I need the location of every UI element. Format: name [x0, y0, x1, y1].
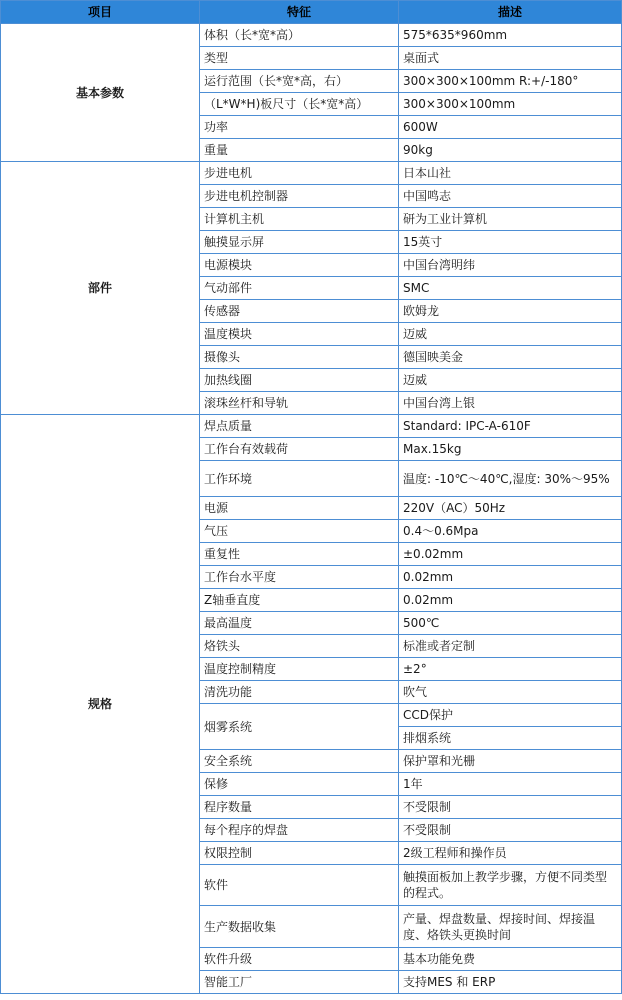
category-components: 部件 [1, 162, 200, 415]
table-row [1, 162, 622, 185]
feature-cell: 电源 [200, 497, 399, 520]
feature-cell: 生产数据收集 [200, 906, 399, 948]
feature-cell: 安全系统 [200, 750, 399, 773]
desc-cell: 日本山社 [399, 162, 622, 185]
desc-cell: CCD保护 [399, 704, 622, 727]
feature-cell: 保修 [200, 773, 399, 796]
feature-cell: 重复性 [200, 543, 399, 566]
feature-cell: 功率 [200, 116, 399, 139]
desc-cell: 中国台湾上银 [399, 392, 622, 415]
desc-cell: 基本功能免费 [399, 948, 622, 971]
table-row [1, 415, 622, 438]
feature-cell: 每个程序的焊盘 [200, 819, 399, 842]
feature-cell: 电源模块 [200, 254, 399, 277]
feature-cell: 重量 [200, 139, 399, 162]
desc-cell: ±0.02mm [399, 543, 622, 566]
desc-cell: 温度: -10℃～40℃,湿度: 30%～95% [399, 461, 622, 497]
desc-cell: 220V（AC）50Hz [399, 497, 622, 520]
desc-cell: 2级工程师和操作员 [399, 842, 622, 865]
table-row [1, 24, 622, 47]
desc-cell: 桌面式 [399, 47, 622, 70]
desc-cell: 不受限制 [399, 796, 622, 819]
desc-cell: 90kg [399, 139, 622, 162]
desc-cell: Standard: IPC-A-610F [399, 415, 622, 438]
feature-cell: 软件 [200, 865, 399, 906]
desc-cell: 排烟系统 [399, 727, 622, 750]
feature-cell: 焊点质量 [200, 415, 399, 438]
desc-cell: 500℃ [399, 612, 622, 635]
desc-cell: 0.02mm [399, 566, 622, 589]
feature-cell: Z轴垂直度 [200, 589, 399, 612]
feature-cell: 步进电机控制器 [200, 185, 399, 208]
feature-cell: 智能工厂 [200, 971, 399, 994]
desc-cell: 触摸面板加上教学步骤，方便不同类型的程式。 [399, 865, 622, 906]
desc-cell: 575*635*960mm [399, 24, 622, 47]
feature-cell: 程序数量 [200, 796, 399, 819]
desc-cell: 1年 [399, 773, 622, 796]
desc-cell: 15英寸 [399, 231, 622, 254]
feature-cell: 类型 [200, 47, 399, 70]
feature-cell: 温度控制精度 [200, 658, 399, 681]
feature-cell: 权限控制 [200, 842, 399, 865]
desc-cell: 迈威 [399, 369, 622, 392]
feature-cell: 工作台水平度 [200, 566, 399, 589]
feature-cell: 烙铁头 [200, 635, 399, 658]
desc-cell: 0.4～0.6Mpa [399, 520, 622, 543]
feature-cell: 气动部件 [200, 277, 399, 300]
desc-cell: 欧姆龙 [399, 300, 622, 323]
feature-cell: （L*W*H)板尺寸（长*宽*高） [200, 93, 399, 116]
desc-cell: 0.02mm [399, 589, 622, 612]
feature-cell: 烟雾系统 [200, 704, 399, 750]
desc-cell: 标准或者定制 [399, 635, 622, 658]
desc-cell: 迈威 [399, 323, 622, 346]
feature-cell: 工作台有效载荷 [200, 438, 399, 461]
feature-cell: 工作环境 [200, 461, 399, 497]
feature-cell: 清洗功能 [200, 681, 399, 704]
desc-cell: 吹气 [399, 681, 622, 704]
feature-cell: 滚珠丝杆和导轨 [200, 392, 399, 415]
category-specifications: 规格 [1, 415, 200, 994]
table-header-row [1, 1, 622, 24]
feature-cell: 加热线圈 [200, 369, 399, 392]
desc-cell: ±2° [399, 658, 622, 681]
desc-cell: Max.15kg [399, 438, 622, 461]
feature-cell: 传感器 [200, 300, 399, 323]
feature-cell: 运行范围（长*宽*高，右） [200, 70, 399, 93]
feature-cell: 体积（长*宽*高） [200, 24, 399, 47]
feature-cell: 触摸显示屏 [200, 231, 399, 254]
desc-cell: SMC [399, 277, 622, 300]
header-feature: 特征 [200, 1, 399, 24]
desc-cell: 德国映美金 [399, 346, 622, 369]
header-description: 描述 [399, 1, 622, 24]
feature-cell: 软件升级 [200, 948, 399, 971]
desc-cell: 产量、焊盘数量、焊接时间、焊接温度、烙铁头更换时间 [399, 906, 622, 948]
desc-cell: 300×300×100mm R:+/-180° [399, 70, 622, 93]
feature-cell: 气压 [200, 520, 399, 543]
feature-cell: 温度模块 [200, 323, 399, 346]
desc-cell: 300×300×100mm [399, 93, 622, 116]
feature-cell: 摄像头 [200, 346, 399, 369]
feature-cell: 计算机主机 [200, 208, 399, 231]
desc-cell: 中国鸣志 [399, 185, 622, 208]
desc-cell: 支持MES 和 ERP [399, 971, 622, 994]
desc-cell: 600W [399, 116, 622, 139]
feature-cell: 步进电机 [200, 162, 399, 185]
desc-cell: 中国台湾明纬 [399, 254, 622, 277]
desc-cell: 不受限制 [399, 819, 622, 842]
header-item: 项目 [1, 1, 200, 24]
desc-cell: 保护罩和光栅 [399, 750, 622, 773]
category-basic-params: 基本参数 [1, 24, 200, 162]
desc-cell: 研为工业计算机 [399, 208, 622, 231]
feature-cell: 最高温度 [200, 612, 399, 635]
